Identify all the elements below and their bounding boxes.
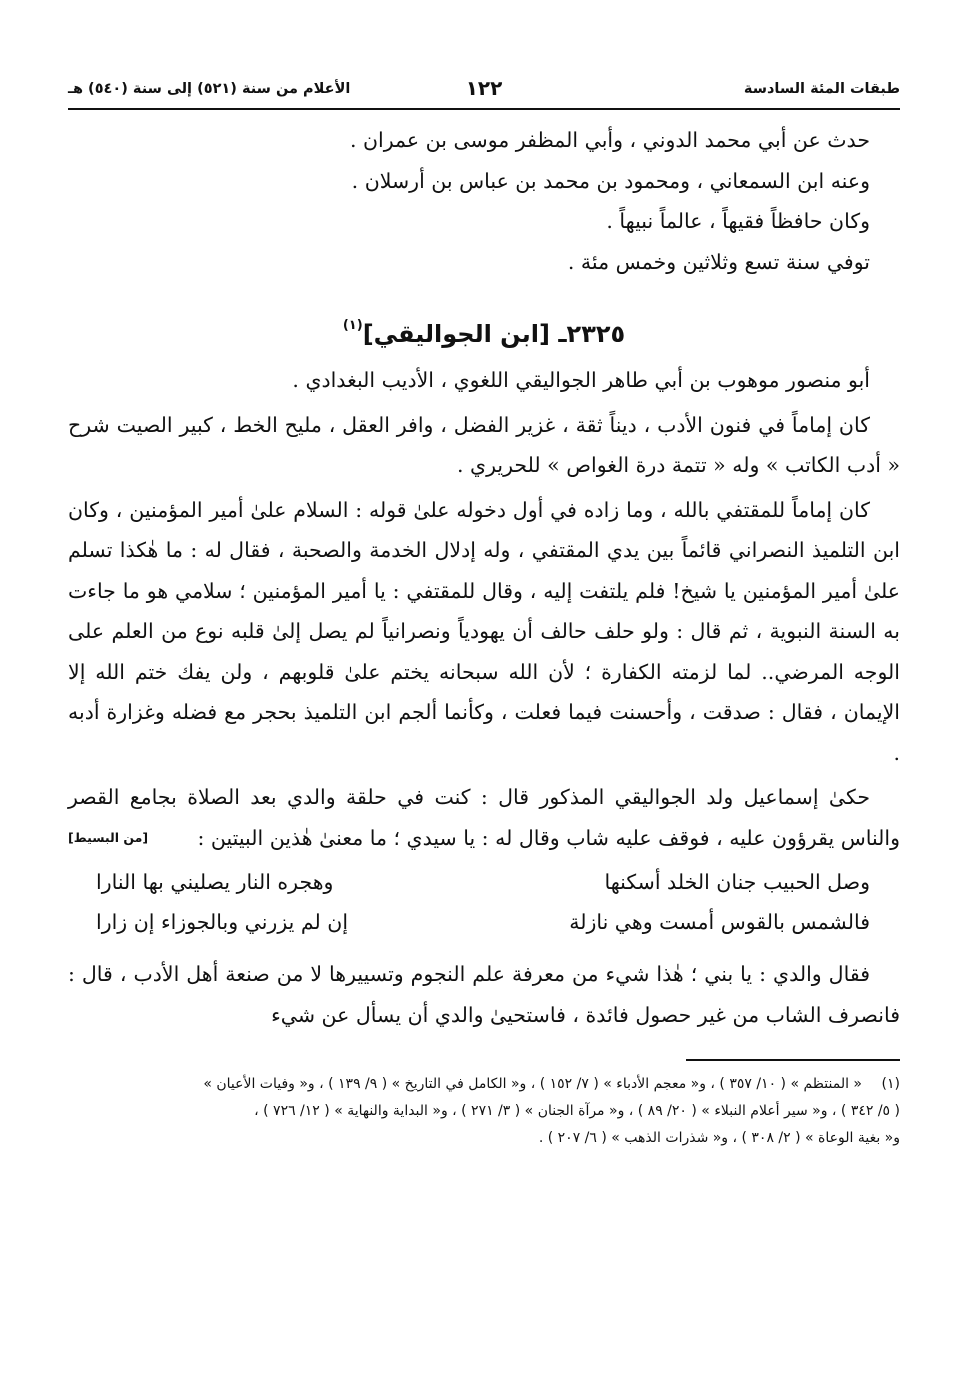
footnote-divider <box>686 1059 900 1061</box>
footnote-text: « المنتظم » ( ١٠/ ٣٥٧ ) ، و« معجم الأدباء » ( ٧/ ١٥٢ ) ، و« الكامل في التاريخ » ( ٩/ ١٣٩ ) ، و« وفيات الأعيان » <box>203 1076 862 1092</box>
footnote-line <box>68 1071 900 1098</box>
text-line: وكان حافظاً فقيهاً ، عالماً نبيهاً . <box>606 209 870 233</box>
verse-2-second-hemistich: إن لم يزرني وبالجوزاء إن زارا <box>96 910 349 934</box>
paragraph-name: أبو منصور موهوب بن أبي طاهر الجواليقي اللغوي ، الأديب البغدادي . <box>292 368 870 392</box>
page-body <box>68 120 900 1035</box>
previous-entry-tail <box>68 120 900 282</box>
text-line: توفي سنة تسع وثلاثين وخمس مئة . <box>567 249 870 274</box>
footnote-line: ( ٥/ ٣٤٢ ) ، و« سير أعلام النبلاء » ( ٢٠/ ٨٩ ) ، و« مرآة الجنان » ( ٣/ ٢٧١ ) ، و« البداية والنهاية » ( ١٢/ ٧٢٦ ) ، <box>254 1103 900 1119</box>
book-page <box>68 70 900 1152</box>
footnotes <box>68 1071 900 1152</box>
footnote-marker: (١) <box>342 318 363 333</box>
footnote-line: و« بغية الوعاة » ( ٢/ ٣٠٨ ) ، و« شذرات الذهب » ( ٦/ ٢٠٧ ) . <box>538 1130 900 1146</box>
meter-label: [من البسيط] <box>68 829 149 845</box>
text-line: حدث عن أبي محمد الدوني ، وأبي المظفر موسى بن عمران . <box>349 128 870 152</box>
header-section-title: طبقات المئة السادسة <box>743 81 900 97</box>
entry-title: ٢٣٢٥ـ [ابن الجواليقي] <box>362 320 626 348</box>
header-divider <box>68 108 900 110</box>
verse-2-first-hemistich: فالشمس بالقوس أمست وهي نازلة <box>569 910 870 934</box>
page-number: ١٢٢ <box>465 76 503 100</box>
text-line: وعنه ابن السمعاني ، ومحمود بن محمد بن عباس بن أرسلان . <box>351 168 870 193</box>
verse-1-second-hemistich: وهجره النار يصليني بها النارا <box>96 870 334 894</box>
footnote-number: (١) <box>881 1076 900 1092</box>
verse-1-first-hemistich: وصل الحبيب جنان الخلد أسكنها <box>604 870 870 894</box>
header-range-title: الأعلام من سنة (٥٢١) إلى سنة (٥٤٠) هـ <box>68 81 351 97</box>
paragraph-closing: فقال والدي : يا بني ؛ هٰذا شيء من معرفة علم النجوم وتسييرها لا من صنعة أهل الأدب ، قال : فانصرف الشاب من غير حصول فائدة ، فاستحيىٰ والدي أن يسأل عن شيء <box>68 962 900 1027</box>
paragraph-story <box>68 777 900 858</box>
paragraph-description: كان إماماً في فنون الأدب ، ديناً ثقة ، غزير الفضل ، وافر العقل ، مليح الخط ، كبير الصيت شرح « أدب الكاتب » وله « تتمة درة الغواص » للحريري . <box>68 412 900 477</box>
poem <box>68 862 900 948</box>
paragraph-story-text: حكىٰ إسماعيل ولد الجواليقي المذكور قال : كنت في حلقة والدي بعد الصلاة بجامع القصر والناس يقرؤون عليه ، فوقف عليه شاب وقال له : يا سيدي ؛ ما معنىٰ هٰذين البيتين : <box>68 785 900 850</box>
running-header <box>68 70 900 108</box>
paragraph-anecdote: كان إماماً للمقتفي بالله ، وما زاده في أول دخوله علىٰ قوله : السلام علىٰ أمير المؤمنين ، وكان ابن التلميذ النصراني قائماً بين يدي المقتفي ، وله إدلال الخدمة والصحبة ، فقال له : ما هٰكذا تسلم علىٰ أمير المؤمنين يا شيخ! فلم يلتفت إليه ، وقال للمقتفي : يا أمير المؤمنين ؛ سلامي هو ما جاءت به السنة النبوية ، ثم قال : ولو حلف حالف أن يهودياً ونصرانياً لم يصل إلىٰ قلبه نوع من العلم على الوجه المرضي.. لما لزمته الكفارة ؛ لأن الله سبحانه يختم علىٰ قلوبهم ، ولن يفك ختم الله إلا الإيمان ، فقال : صدقت ، وأحسنت فيما فعلت ، وكأنما ألجم ابن التلميذ بحجر مع فضله وغزارة أدبه . <box>68 497 900 765</box>
entry-heading <box>68 312 900 352</box>
